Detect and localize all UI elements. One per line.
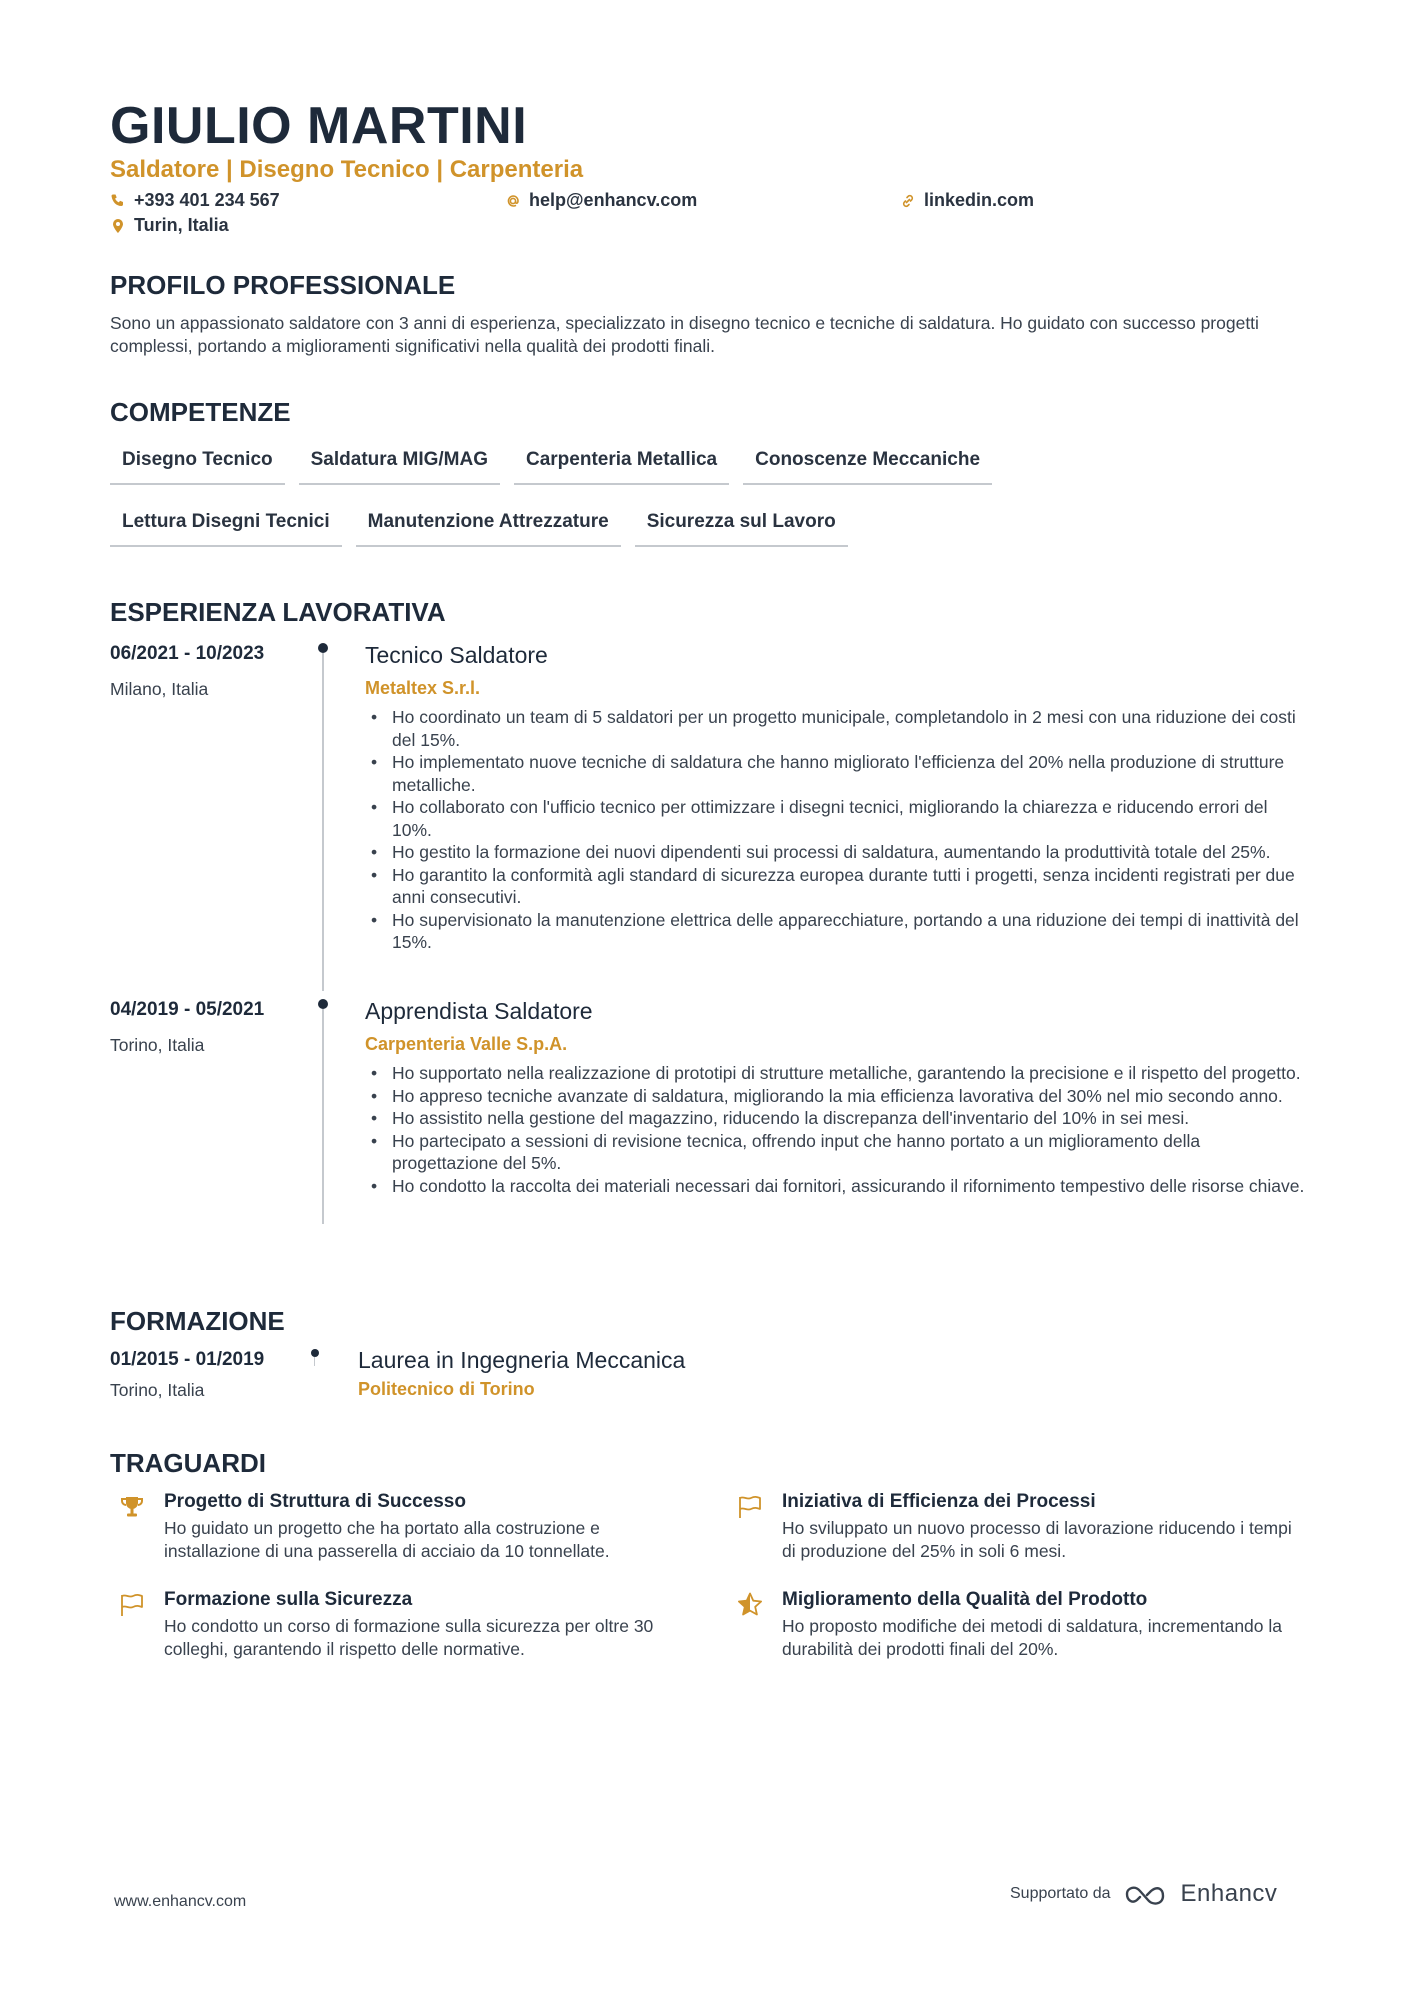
job-bullet: • Ho coordinato un team di 5 saldatori per un progetto municipale, completandolo in 2 mesi con una riduzione dei costi del 15%. <box>365 706 1310 751</box>
phone-contact <box>110 190 280 211</box>
job-title: Apprendista Saldatore <box>365 998 593 1024</box>
education-location: Torino, Italia <box>110 1380 205 1400</box>
education-school: Politecnico di Torino <box>358 1379 535 1399</box>
job-location: Torino, Italia <box>110 1035 205 1055</box>
linkedin-contact[interactable] <box>900 190 1034 211</box>
skills-section-title: COMPETENZE <box>110 397 291 427</box>
achievement-title: Miglioramento della Qualità del Prodotto <box>782 1589 1148 1610</box>
job-bullet: • Ho supportato nella realizzazione di prototipi di strutture metalliche, garantendo la precisione e il rispetto del progetto. <box>365 1062 1310 1085</box>
skill-tag: Sicurezza sul Lavoro <box>635 507 848 547</box>
skill-tag: Lettura Disegni Tecnici <box>110 507 342 547</box>
job-bullet: • Ho garantito la conformità agli standard di sicurezza europea durante tutti i progetti, senza incidenti registrati per due anni consecutivi. <box>365 864 1310 909</box>
profile-section-title: PROFILO PROFESSIONALE <box>110 270 456 300</box>
achievement-title: Progetto di Struttura di Successo <box>164 1491 466 1512</box>
job-bullet: • Ho condotto la raccolta dei materiali necessari dai fornitori, assicurando il rifornimento tempestivo delle risorse chiave. <box>365 1175 1310 1198</box>
skills-row <box>110 445 1310 485</box>
candidate-name: GIULIO MARTINI <box>110 97 528 155</box>
education-section-title: FORMAZIONE <box>110 1306 285 1336</box>
education-degree: Laurea in Ingegneria Meccanica <box>358 1347 686 1373</box>
enhancv-logo-icon <box>1123 1880 1169 1908</box>
trophy-icon <box>116 1491 148 1523</box>
achievement-item <box>734 1589 1294 1661</box>
skills-list <box>110 445 1310 569</box>
skill-tag: Manutenzione Attrezzature <box>356 507 621 547</box>
achievement-description: Ho sviluppato un nuovo processo di lavorazione riducendo i tempi di produzione del 25% in soli 6 mesi. <box>782 1518 1292 1561</box>
timeline-line <box>322 653 324 991</box>
achievement-item <box>116 1491 676 1563</box>
linkedin-text: linkedin.com <box>924 190 1035 210</box>
achievement-item <box>116 1589 676 1661</box>
brand-name: Enhancv <box>1180 1880 1278 1907</box>
skill-tag: Saldatura MIG/MAG <box>299 445 500 485</box>
job-company: Carpenteria Valle S.p.A. <box>365 1034 568 1054</box>
skills-row <box>110 507 1310 547</box>
timeline-line <box>322 1009 324 1224</box>
education-dates: 01/2015 - 01/2019 <box>110 1349 265 1370</box>
experience-section-title: ESPERIENZA LAVORATIVA <box>110 597 446 627</box>
job-bullets <box>365 706 1310 954</box>
job-bullet: • Ho appreso tecniche avanzate di saldatura, migliorando la mia efficienza lavorativa del 30% nel mio secondo anno. <box>365 1085 1310 1108</box>
timeline-dot <box>318 999 328 1009</box>
job-title: Tecnico Saldatore <box>365 642 548 668</box>
skill-tag: Carpenteria Metallica <box>514 445 729 485</box>
at-icon <box>505 193 521 209</box>
powered-by-text: Supportato da <box>1010 1885 1111 1902</box>
achievement-description: Ho condotto un corso di formazione sulla sicurezza per oltre 30 colleghi, garantendo il rispetto delle normative. <box>164 1616 654 1659</box>
location-contact <box>110 215 229 236</box>
phone-icon <box>110 193 126 209</box>
job-dates: 06/2021 - 10/2023 <box>110 643 265 664</box>
location-pin-icon <box>110 218 126 234</box>
profile-summary: Sono un appassionato saldatore con 3 anni di esperienza, specializzato in disegno tecnico e tecniche di saldatura. Ho guidato con successo progetti complessi, portando a miglioramenti significativi nella qualità dei prodotti finali. <box>110 313 1259 356</box>
star-icon <box>734 1589 766 1621</box>
job-bullet: • Ho assistito nella gestione del magazzino, riducendo la discrepanza dell'inventario del 10% in sei mesi. <box>365 1107 1310 1130</box>
achievement-description: Ho proposto modifiche dei metodi di saldatura, incrementando la durabilità dei prodotti finali del 20%. <box>782 1616 1283 1659</box>
timeline-line <box>314 1357 315 1366</box>
achievement-item <box>734 1491 1294 1563</box>
phone-text: +393 401 234 567 <box>134 190 280 210</box>
link-icon <box>900 193 916 209</box>
timeline-dot <box>311 1349 319 1357</box>
achievement-title: Formazione sulla Sicurezza <box>164 1589 413 1610</box>
job-bullet: • Ho gestito la formazione dei nuovi dipendenti sui processi di saldatura, aumentando la produttività totale del 25%. <box>365 841 1310 864</box>
job-bullet: • Ho implementato nuove tecniche di saldatura che hanno migliorato l'efficienza del 20% nella produzione di strutture metalliche. <box>365 751 1310 796</box>
flag-icon <box>734 1491 766 1523</box>
job-bullet: • Ho collaborato con l'ufficio tecnico per ottimizzare i disegni tecnici, migliorando la chiarezza e riducendo errori del 10%. <box>365 796 1310 841</box>
job-bullet: • Ho partecipato a sessioni di revisione tecnica, offrendo input che hanno portato a un miglioramento della progettazione del 5%. <box>365 1130 1310 1175</box>
job-dates: 04/2019 - 05/2021 <box>110 999 265 1020</box>
timeline-dot <box>318 643 328 653</box>
achievements-section-title: TRAGUARDI <box>110 1448 266 1478</box>
footer-branding <box>1010 1880 1277 1908</box>
job-bullets <box>365 1062 1310 1197</box>
job-location: Milano, Italia <box>110 679 209 699</box>
email-contact[interactable] <box>505 190 697 211</box>
flag-icon <box>116 1589 148 1621</box>
achievement-description: Ho guidato un progetto che ha portato alla costruzione e installazione di una passerella di acciaio da 10 tonnellate. <box>164 1518 610 1561</box>
footer-website[interactable]: www.enhancv.com <box>114 1893 247 1910</box>
email-text: help@enhancv.com <box>529 190 698 210</box>
skill-tag: Disegno Tecnico <box>110 445 285 485</box>
achievement-title: Iniziativa di Efficienza dei Processi <box>782 1491 1096 1512</box>
skill-tag: Conoscenze Meccaniche <box>743 445 992 485</box>
location-text: Turin, Italia <box>134 215 229 235</box>
job-company: Metaltex S.r.l. <box>365 678 481 698</box>
job-bullet: • Ho supervisionato la manutenzione elettrica delle apparecchiature, portando a una riduzione dei tempi di inattività del 15%. <box>365 909 1310 954</box>
headline: Saldatore | Disegno Tecnico | Carpenteria <box>110 156 584 183</box>
